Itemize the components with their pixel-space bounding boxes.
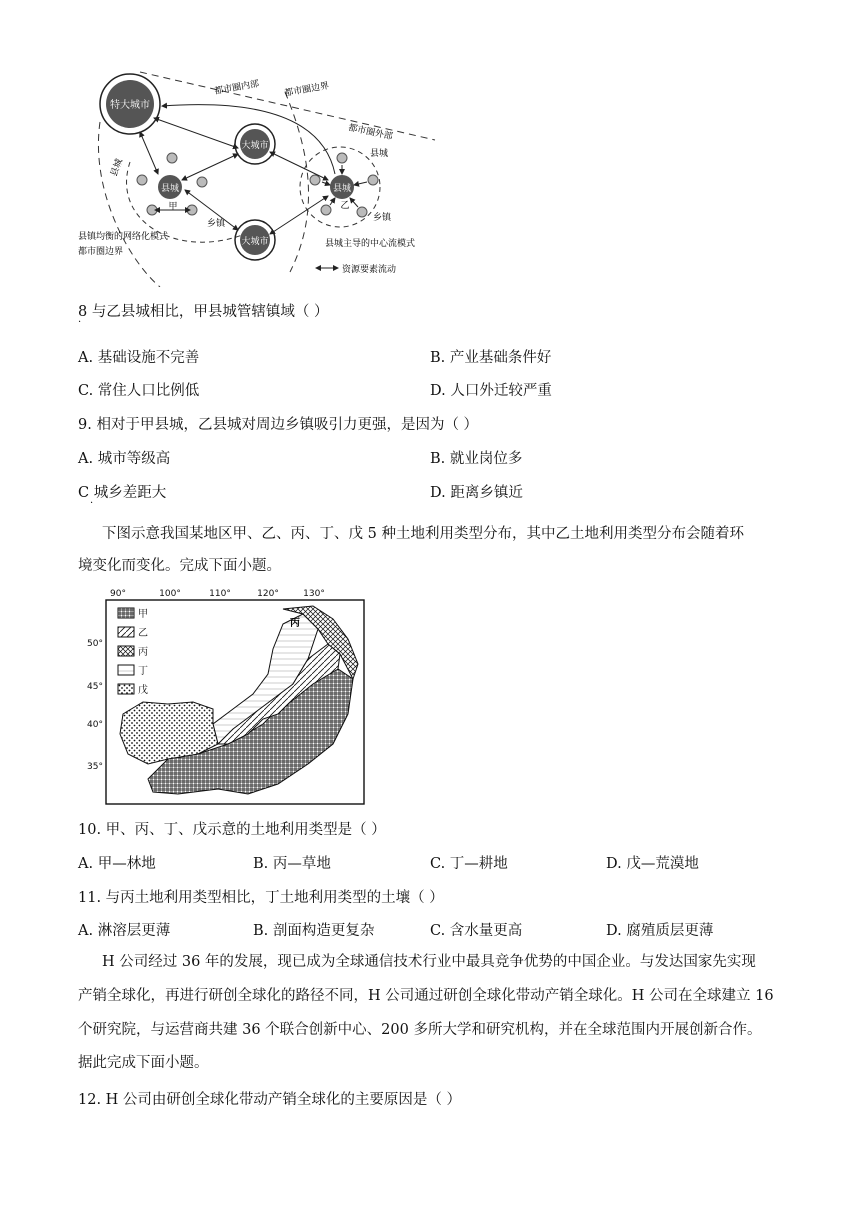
lat-tick-35: 35°: [87, 762, 103, 772]
q10-option-b: B. 丙—草地: [253, 856, 331, 872]
lat-tick-40: 40°: [87, 720, 103, 730]
q9-option-c: C 城乡差距大: [78, 485, 167, 501]
q9-option-d: D. 距离乡镇近: [430, 485, 523, 501]
q10-option-c: C. 丁—耕地: [430, 856, 508, 872]
svg-text:都市圈内部: 都市圈内部: [213, 79, 260, 97]
svg-text:乡镇: 乡镇: [373, 213, 392, 223]
q10-option-a: A. 甲—林地: [78, 856, 156, 872]
svg-text:县城主导的中心流模式: 县城主导的中心流模式: [325, 239, 416, 249]
svg-text:戊: 戊: [138, 685, 148, 696]
lon-tick-100: 100°: [159, 589, 181, 599]
intro-2-line-2: 境变化而变化。完成下面小题。: [78, 558, 281, 574]
q11-option-b: B. 剖面构造更复杂: [253, 923, 375, 939]
svg-text:都市圈边界: 都市圈边界: [78, 247, 124, 257]
svg-text:乡镇: 乡镇: [207, 219, 226, 229]
big-city-label-2: 大城市: [241, 237, 269, 247]
outer-boundary-line: [140, 72, 435, 143]
question-10-stem: 10. 甲、丙、丁、戊示意的土地利用类型是（ ）: [78, 822, 386, 838]
left-boundary-curve: [98, 122, 160, 287]
question-12-stem: 12. H 公司由研创全球化带动产销全球化的主要原因是（ ）: [78, 1092, 462, 1108]
question-11-stem: 11. 与丙土地利用类型相比，丁土地利用类型的土壤（ ）: [78, 890, 444, 906]
svg-text:丁: 丁: [138, 666, 148, 677]
intro-3-line-4: 据此完成下面小题。: [78, 1055, 209, 1071]
q11-option-a: A. 淋溶层更薄: [78, 923, 171, 939]
question-9-stem: 9. 相对于甲县城，乙县城对周边乡镇吸引力更强，是因为（ ）: [78, 417, 479, 433]
question-8-stem: 8 与乙县城相比，甲县城管辖镇域（ ）: [78, 304, 329, 320]
q8-option-d: D. 人口外迁较严重: [430, 383, 552, 399]
svg-text:县城: 县城: [370, 149, 389, 159]
region-bing-label: 丙: [290, 618, 300, 629]
q9-option-a: A. 城市等级高: [78, 451, 171, 467]
svg-text:都市圈外部: 都市圈外部: [347, 123, 394, 143]
q10-option-d: D. 戊—荒漠地: [606, 856, 699, 872]
metro-boundary-curve: [285, 92, 309, 272]
q11-option-d: D. 腐殖质层更薄: [606, 923, 714, 939]
mega-city-label: 特大城市: [110, 100, 150, 111]
network-region: [127, 162, 250, 242]
q8-option-a: A. 基础设施不完善: [78, 350, 200, 366]
q11-option-c: C. 含水量更高: [430, 923, 523, 939]
yi-label: 乙: [340, 201, 350, 211]
intro-3-line-3: 个研究院，与运营商共建 36 个联合创新中心、200 多所大学和研究机构，并在全球范围内开展创新合作。: [78, 1022, 762, 1038]
svg-text:都市圈边界: 都市圈边界: [283, 81, 330, 99]
legend-flow-label: 资源要素流动: [342, 265, 397, 275]
intro-3-line-2: 产销全球化，再进行研创全球化的路径不同，H 公司通过研创全球化带动产销全球化。H 公司在全球建立 16: [78, 988, 774, 1004]
svg-text:乙: 乙: [138, 628, 148, 639]
svg-text:县镇均衡的网络化模式: 县镇均衡的网络化模式: [78, 232, 169, 242]
svg-text:甲: 甲: [138, 609, 148, 620]
intro-3-line-1: H 公司经过 36 年的发展，现已成为全球通信技术行业中最具竞争优势的中国企业。与发达国家先实现: [102, 954, 756, 970]
intro-2-line-1: 下图示意我国某地区甲、乙、丙、丁、戊 5 种土地利用类型分布，其中乙土地利用类型分布会随着环: [102, 526, 744, 542]
svg-text:县城: 县城: [109, 157, 125, 179]
svg-text:县城: 县城: [160, 184, 180, 194]
lon-tick-90: 90°: [110, 589, 126, 599]
svg-text:丙: 丙: [138, 647, 148, 658]
q8-option-c: C. 常住人口比例低: [78, 383, 200, 399]
svg-text:县城: 县城: [332, 184, 352, 194]
q8-option-b: B. 产业基础条件好: [430, 350, 552, 366]
lat-tick-45: 45°: [87, 682, 103, 692]
metropolitan-diagram: [70, 62, 450, 287]
lon-tick-120: 120°: [257, 589, 279, 599]
stray-dot: ·: [78, 317, 82, 328]
lon-tick-130: 130°: [303, 589, 325, 599]
big-city-label-1: 大城市: [241, 141, 269, 151]
lon-tick-110: 110°: [209, 589, 231, 599]
land-use-map: [78, 584, 368, 809]
q9-option-b: B. 就业岗位多: [430, 451, 523, 467]
jia-label: 甲: [168, 202, 178, 212]
lat-tick-50: 50°: [87, 639, 103, 649]
